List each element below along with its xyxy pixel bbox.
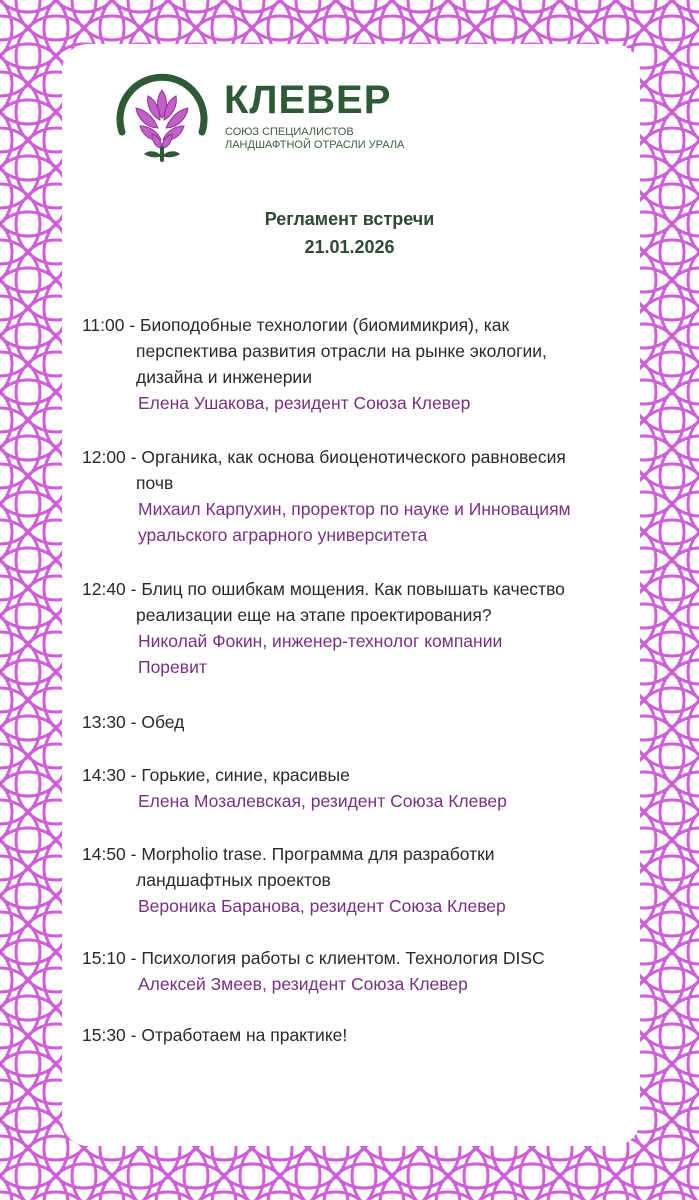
entry-title: 14:50 - Morpholio trase. Программа для разработки (82, 844, 495, 864)
brand-name: КЛЕВЕР (224, 78, 392, 122)
entry-title-continuation: дизайна и инженерии (136, 367, 312, 387)
schedule-entry (82, 576, 627, 680)
schedule-entry (82, 312, 627, 416)
entry-speaker: Вероника Баранова, резидент Союза Клевер (138, 896, 506, 916)
brand-subtitle (225, 126, 404, 152)
brand-logo (112, 70, 432, 170)
entry-title: 15:30 - Отработаем на практике! (82, 1025, 348, 1045)
entry-title: 13:30 - Обед (82, 712, 185, 732)
page-title: Регламент встречи (264, 209, 435, 229)
entry-speaker: Елена Мозалевская, резидент Союза Клевер (138, 791, 507, 811)
schedule-entry (82, 1022, 627, 1048)
entry-title-continuation: перспектива развития отрасли на рынке экологии, (136, 341, 547, 361)
entry-speaker: Михаил Карпухин, проректор по науке и Инновациям (138, 499, 571, 519)
meeting-date: 21.01.2026 (304, 237, 395, 257)
entry-title-continuation: почв (136, 473, 174, 493)
schedule-entry (82, 444, 627, 548)
brand-subtitle-line: ЛАНДШАФТНОЙ ОТРАСЛИ УРАЛА (225, 139, 405, 151)
clover-flower-icon (112, 70, 212, 164)
schedule-entry (82, 945, 627, 997)
brand-subtitle-line: СОЮЗ СПЕЦИАЛИСТОВ (225, 126, 354, 138)
schedule-entry (82, 841, 627, 919)
entry-speaker: уральского аграрного университета (138, 525, 428, 545)
entry-title-continuation: ландшафтных проектов (136, 870, 331, 890)
entry-speaker: Елена Ушакова, резидент Союза Клевер (138, 393, 471, 413)
entry-title: 12:40 - Блиц по ошибкам мощения. Как повышать качество (82, 579, 565, 599)
entry-speaker: Поревит (138, 657, 207, 677)
entry-speaker: Николай Фокин, инженер-технолог компании (138, 631, 503, 651)
entry-title-continuation: реализации еще на этапе проектирования? (136, 605, 492, 625)
entry-title: 15:10 - Психология работы с клиентом. Технология DISC (82, 948, 545, 968)
schedule-entry (82, 709, 627, 735)
entry-title: 11:00 - Биоподобные технологии (биомимикрия), как (82, 315, 510, 335)
entry-speaker: Алексей Змеев, резидент Союза Клевер (138, 974, 468, 994)
entry-title: 14:30 - Горькие, синие, красивые (82, 765, 350, 785)
entry-title: 12:00 - Органика, как основа биоценотического равновесия (82, 447, 566, 467)
schedule-entry (82, 762, 627, 814)
